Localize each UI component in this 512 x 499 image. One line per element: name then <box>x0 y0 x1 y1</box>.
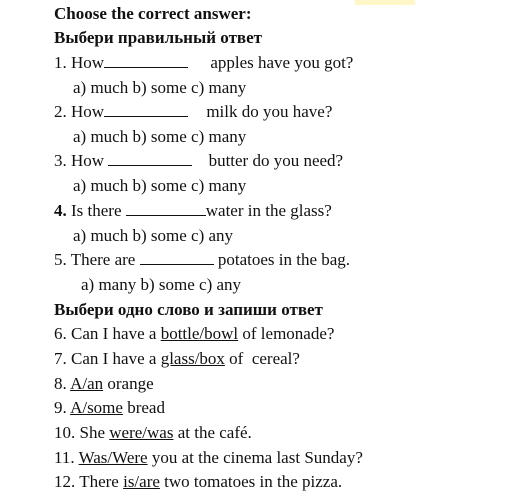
choice-option[interactable]: A/an <box>70 374 104 393</box>
item-number: 7. <box>54 349 67 368</box>
question-number: 4. <box>54 201 67 220</box>
question-4 <box>54 201 332 221</box>
item-text-before: Can I have a <box>71 324 157 343</box>
question-text-after: apples have you got? <box>210 53 354 72</box>
item-number: 11. <box>54 448 75 467</box>
question-1 <box>54 53 353 73</box>
question-text-after: butter do you need? <box>208 151 344 170</box>
question-text-before: How <box>71 151 105 170</box>
item-8 <box>54 374 154 394</box>
item-text-after: two tomatoes in the pizza. <box>164 472 343 491</box>
item-11 <box>54 448 363 468</box>
choice-option[interactable]: were/was <box>109 423 174 442</box>
item-number: 12. <box>54 472 76 491</box>
question-4-options: a) much b) some c) any <box>73 226 234 245</box>
question-5 <box>54 250 350 270</box>
item-text-after: of lemonade? <box>242 324 335 343</box>
answer-blank[interactable] <box>108 151 192 166</box>
question-3 <box>54 151 343 171</box>
item-7 <box>54 349 300 369</box>
question-text-after: milk do you have? <box>206 102 333 121</box>
question-2 <box>54 102 332 122</box>
answer-blank[interactable] <box>104 53 188 68</box>
question-3-options: a) much b) some c) many <box>73 176 247 195</box>
question-number: 2. <box>54 102 67 121</box>
question-text-after: water in the glass? <box>205 201 332 220</box>
choice-option[interactable]: glass/box <box>160 349 225 368</box>
question-1-options: a) much b) some c) many <box>73 78 247 97</box>
choice-option[interactable]: is/are <box>123 472 160 491</box>
item-10 <box>54 423 252 443</box>
highlight-corner <box>355 0 415 5</box>
choice-option[interactable]: A/some <box>70 398 123 417</box>
choice-option[interactable]: bottle/bowl <box>160 324 239 343</box>
section-2-title: Выбери одно слово и запиши ответ <box>54 300 323 319</box>
question-number: 5. <box>54 250 67 269</box>
item-6 <box>54 324 334 344</box>
item-text-after: you at the cinema last Sunday? <box>151 448 363 467</box>
question-text-before: How <box>71 102 105 121</box>
answer-blank[interactable] <box>140 250 214 265</box>
item-12 <box>54 472 342 492</box>
question-number: 1. <box>54 53 67 72</box>
question-text-before: Is there <box>71 201 122 220</box>
question-text-after: potatoes in the bag. <box>217 250 351 269</box>
item-text-after: of cereal? <box>229 349 300 368</box>
item-number: 6. <box>54 324 67 343</box>
question-5-options: a) many b) some c) any <box>81 275 242 294</box>
title-russian: Выбери правильный ответ <box>54 28 263 47</box>
title-english: Choose the correct answer: <box>54 4 252 23</box>
question-number: 3. <box>54 151 67 170</box>
item-number: 8. <box>54 374 67 393</box>
question-2-options: a) much b) some c) many <box>73 127 247 146</box>
question-text-before: There are <box>70 250 136 269</box>
item-number: 9. <box>54 398 67 417</box>
answer-blank[interactable] <box>126 201 206 216</box>
item-text-after: bread <box>127 398 165 417</box>
question-text-before: How <box>71 53 105 72</box>
item-text-after: at the café. <box>177 423 252 442</box>
choice-option[interactable]: Was/Were <box>78 448 148 467</box>
item-text-before: She <box>79 423 105 442</box>
item-9 <box>54 398 165 418</box>
answer-blank[interactable] <box>104 102 188 117</box>
item-text-before: Can I have a <box>71 349 157 368</box>
item-number: 10. <box>54 423 76 442</box>
item-text-after: orange <box>107 374 154 393</box>
item-text-before: There <box>79 472 119 491</box>
